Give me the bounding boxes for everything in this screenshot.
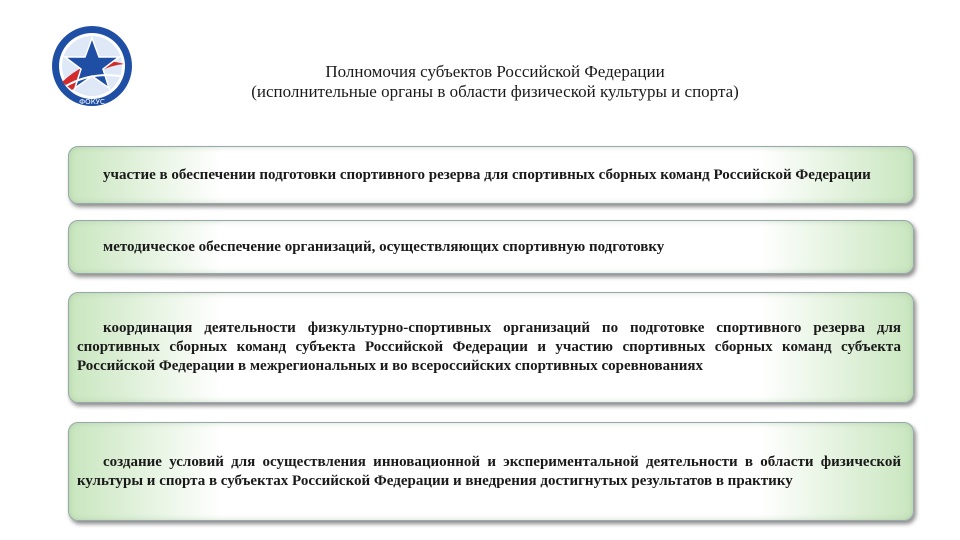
list-item	[68, 422, 914, 521]
list-item-text: создание условий для осуществления инновационной и экспериментальной деятельности в области физической культуры и спорта в субъектах Российской Федерации и внедрения достигнутых результатов в практику	[77, 453, 901, 489]
list-item	[68, 220, 914, 274]
page-title-line1: Полномочия субъектов Российской Федерации	[325, 62, 665, 81]
star-emblem-icon	[50, 24, 134, 108]
list-item	[68, 292, 914, 403]
list-item-text: методическое обеспечение организаций, осуществляющих спортивную подготовку	[103, 238, 665, 255]
logo-ring-text: ФОКУС	[79, 98, 105, 106]
list-item-text: координация деятельности физкультурно-спортивных организаций по подготовке спортивного резерва для спортивных сборных команд субъекта Российской Федерации и участию спортивных сборных команд субъекта Российской Федерации в межрегиональных и во всероссийских спортивных соревнованиях	[77, 320, 901, 374]
page-title	[150, 62, 840, 102]
list-item-text: участие в обеспечении подготовки спортивного резерва для спортивных сборных команд Российской Федерации	[103, 166, 871, 183]
page-title-line2: (исполнительные органы в области физической культуры и спорта)	[251, 82, 739, 101]
list-item	[68, 146, 914, 204]
